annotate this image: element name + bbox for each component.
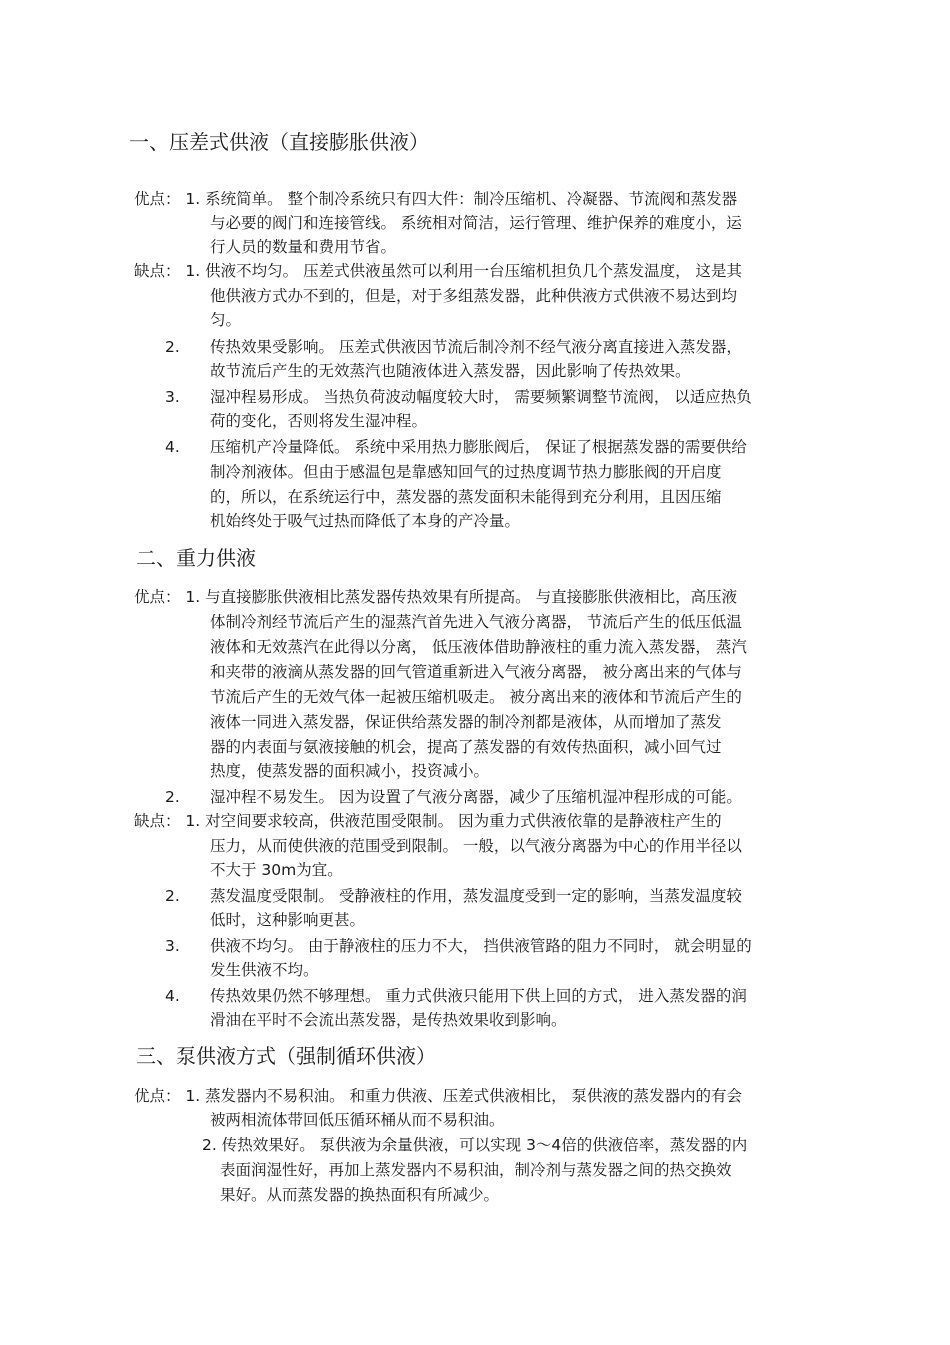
text-line: 液体和无效蒸汽在此得以分离， 低压液体借助静液柱的重力流入蒸发器， 蒸汽 [210,638,747,656]
text-line: 低时，这种影响更甚。 [210,911,366,929]
text-line: 优点： 1. 蒸发器内不易积油。 和重力供液、压差式供液相比， 泵供液的蒸发器内的有会 [134,1087,742,1105]
text-line: 不大于 30m为宜。 [210,861,343,879]
text-line: 机始终处于吸气过热而降低了本身的产冷量。 [210,512,521,530]
section-title: 一、压差式供液（直接膨胀供液） [129,130,429,154]
text-line: 体制冷剂经节流后产生的湿蒸汽首先进入气液分离器， 节流后产生的低压低温 [210,613,742,631]
text-line: 节流后产生的无效气体一起被压缩机吸走。 被分离出来的液体和节流后产生的 [210,688,742,706]
text-line: 湿冲程易形成。 当热负荷波动幅度较大时， 需要频繁调整节流阀， 以适应热负 [210,388,752,406]
text-line: 发生供液不均。 [210,961,319,979]
text-line: 优点： 1. 系统简单。 整个制冷系统只有四大件：制冷压缩机、冷凝器、节流阀和蒸发器 [134,190,738,208]
section-title: 三、泵供液方式（强制循环供液） [136,1044,436,1068]
text-line: 被两相流体带回低压循环桶从而不易积油。 [210,1111,505,1129]
text-line: 压缩机产冷量降低。 系统中采用热力膨胀阀后， 保证了根据蒸发器的需要供给 [210,438,747,456]
list-number: 4. [165,987,180,1005]
text-line: 优点： 1. 与直接膨胀供液相比蒸发器传热效果有所提高。 与直接膨胀供液相比，高压液 [134,588,738,606]
text-line: 荷的变化，否则将发生湿冲程。 [210,412,428,430]
text-line: 缺点： 1. 对空间要求较高，供液范围受限制。 因为重力式供液依靠的是静液柱产生的 [134,812,722,830]
text-line: 器的内表面与氨液接触的机会，提高了蒸发器的有效传热面积，减小回气过 [210,738,722,756]
section-title: 二、重力供液 [136,546,256,570]
text-line: 制冷剂液体。但由于感温包是靠感知回气的过热度调节热力膨胀阀的开启度 [210,463,722,481]
text-line: 2. 传热效果好。 泵供液为余量供液，可以实现 3～4倍的供液倍率，蒸发器的内 [202,1136,748,1154]
text-line: 与必要的阀门和连接管线。 系统相对简洁，运行管理、维护保养的难度小，运 [210,214,742,232]
text-line: 果好。从而蒸发器的换热面积有所减少。 [220,1186,500,1204]
text-line: 液体一同进入蒸发器，保证供给蒸发器的制冷剂都是液体，从而增加了蒸发 [210,713,722,731]
text-line: 故节流后产生的无效蒸汽也随液体进入蒸发器，因此影响了传热效果。 [210,362,691,380]
text-line: 传热效果仍然不够理想。 重力式供液只能用下供上回的方式， 进入蒸发器的润 [210,987,747,1005]
text-line: 湿冲程不易发生。 因为设置了气液分离器，减少了压缩机湿冲程形成的可能。 [210,788,742,806]
text-line: 和夹带的液滴从蒸发器的回气管道重新进入气液分离器， 被分离出来的气体与 [210,663,742,681]
text-line: 蒸发温度受限制。 受静液柱的作用，蒸发温度受到一定的影响，当蒸发温度较 [210,887,742,905]
list-number: 3. [165,388,180,406]
text-line: 他供液方式办不到的，但是，对于多组蒸发器，此种供液方式供液不易达到均 [210,287,738,305]
text-line: 滑油在平时不会流出蒸发器，是传热效果收到影响。 [210,1011,567,1029]
list-number: 2. [165,887,180,905]
text-line: 表面润湿性好，再加上蒸发器内不易积油，制冷剂与蒸发器之间的热交换效 [220,1161,732,1179]
list-number: 2. [165,788,180,806]
list-number: 4. [165,438,180,456]
list-number: 3. [165,937,180,955]
text-line: 热度，使蒸发器的面积减小，投资减小。 [210,762,490,780]
text-line: 的，所以，在系统运行中，蒸发器的蒸发面积未能得到充分利用，且因压缩 [210,488,722,506]
text-line: 缺点： 1. 供液不均匀。 压差式供液虽然可以利用一台压缩机担负几个蒸发温度， 这是其 [134,262,742,280]
text-line: 匀。 [210,311,242,329]
text-line: 传热效果受影响。 压差式供液因节流后制冷剂不经气液分离直接进入蒸发器， [210,338,742,356]
text-line: 供液不均匀。 由于静液柱的压力不大， 挡供液管路的阻力不同时， 就会明显的 [210,937,752,955]
list-number: 2. [165,338,180,356]
text-line: 行人员的数量和费用节省。 [210,238,397,256]
text-line: 压力，从而使供液的范围受到限制。 一般，以气液分离器为中心的作用半径以 [210,837,742,855]
